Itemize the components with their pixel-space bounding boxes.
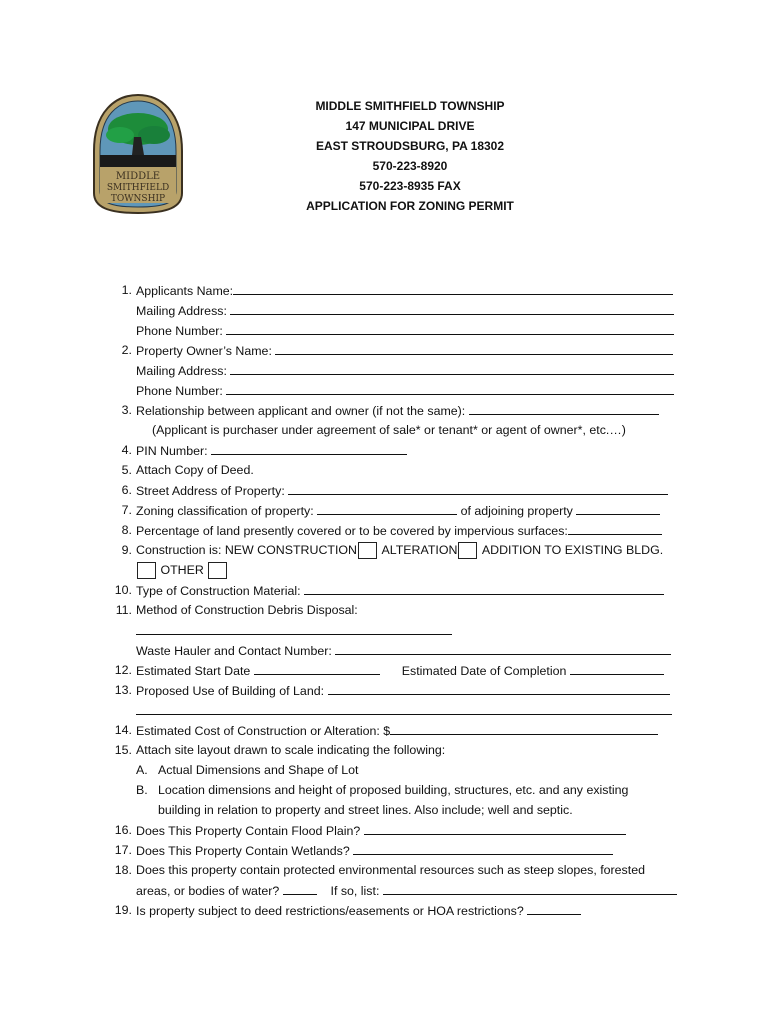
- item-number: 11.: [115, 603, 132, 617]
- label-proposed-use: Proposed Use of Building of Land:: [136, 684, 325, 698]
- label-deed: Attach Copy of Deed.: [136, 463, 254, 477]
- label-phone-number: Phone Number:: [136, 324, 223, 338]
- sub-letter-a: A.: [136, 763, 148, 777]
- deed-restrictions-field[interactable]: [527, 900, 581, 915]
- label-construction-is: Construction is: NEW CONSTRUCTION: [136, 543, 357, 557]
- label-addition: ADDITION TO EXISTING BLDG.: [481, 543, 664, 557]
- form-title: APPLICATION FOR ZONING PERMIT: [306, 199, 514, 213]
- label-owner-name: Property Owner’s Name:: [136, 344, 272, 358]
- label-mailing-address: Mailing Address:: [136, 364, 227, 378]
- label-protected-resources-cont: areas, or bodies of water?: [136, 884, 280, 898]
- relationship-note: (Applicant is purchaser under agreement of sale* or tenant* or agent of owner*, etc.…): [152, 423, 626, 437]
- label-location-dimensions-cont: building in relation to property and street lines. Also include; well and septic.: [158, 803, 573, 817]
- label-deed-restrictions: Is property subject to deed restrictions/easements or HOA restrictions?: [136, 904, 524, 918]
- new-construction-checkbox[interactable]: [358, 542, 377, 559]
- alteration-checkbox[interactable]: [458, 542, 477, 559]
- item-number: 4.: [121, 443, 132, 457]
- applicant-phone-field[interactable]: [226, 320, 674, 335]
- item-number: 10.: [114, 583, 132, 597]
- proposed-use-field-2[interactable]: [136, 700, 672, 715]
- start-date-field[interactable]: [254, 660, 380, 675]
- label-pin: PIN Number:: [136, 444, 208, 458]
- item-number: 7.: [121, 503, 132, 517]
- label-impervious: Percentage of land presently covered or to be covered by impervious surfaces:: [136, 524, 568, 538]
- pin-field[interactable]: [211, 440, 407, 455]
- owner-name-field[interactable]: [275, 340, 673, 355]
- label-material: Type of Construction Material:: [136, 584, 301, 598]
- applicants-name-field[interactable]: [233, 280, 673, 295]
- item-number: 15.: [114, 743, 132, 757]
- debris-method-field[interactable]: [136, 620, 452, 635]
- zoning-field[interactable]: [317, 500, 457, 515]
- label-adjoining: of adjoining property: [460, 504, 573, 518]
- label-completion: Estimated Date of Completion: [401, 664, 567, 678]
- street-address: 147 MUNICIPAL DRIVE: [345, 119, 475, 133]
- material-field[interactable]: [304, 580, 664, 595]
- label-mailing-address: Mailing Address:: [136, 304, 227, 318]
- relationship-field[interactable]: [469, 400, 659, 415]
- label-lot-dimensions: Actual Dimensions and Shape of Lot: [158, 763, 359, 777]
- township-name: MIDDLE SMITHFIELD TOWNSHIP: [315, 99, 505, 113]
- item-number: 17.: [114, 843, 132, 857]
- item-number: 8.: [121, 523, 132, 537]
- phone-number: 570-223-8920: [372, 159, 448, 173]
- owner-phone-field[interactable]: [226, 380, 674, 395]
- applicant-mailing-field[interactable]: [230, 300, 674, 315]
- item-number: 12.: [114, 663, 132, 677]
- label-protected-resources: Does this property contain protected environmental resources such as steep slopes, forested: [136, 863, 645, 877]
- fax-number: 570-223-8935 FAX: [359, 179, 461, 193]
- label-street-address: Street Address of Property:: [136, 484, 285, 498]
- item-number: 3.: [121, 403, 132, 417]
- hauler-field[interactable]: [335, 640, 671, 655]
- label-wetlands: Does This Property Contain Wetlands?: [136, 844, 350, 858]
- label-zoning: Zoning classification of property:: [136, 504, 314, 518]
- label-other: OTHER: [160, 563, 204, 577]
- item-number: 5.: [121, 463, 132, 477]
- adjoining-zoning-field[interactable]: [576, 500, 660, 515]
- label-flood-plain: Does This Property Contain Flood Plain?: [136, 824, 361, 838]
- item-number: 18.: [114, 863, 132, 877]
- item-number: 1.: [121, 283, 132, 297]
- protected-list-field[interactable]: [383, 880, 677, 895]
- item-number: 6.: [121, 483, 132, 497]
- document-header: [260, 96, 560, 216]
- logo-text-top: MIDDLE: [115, 171, 161, 182]
- other-checkbox[interactable]: [208, 562, 227, 579]
- impervious-field[interactable]: [568, 520, 662, 535]
- label-cost: Estimated Cost of Construction or Alteration: $: [136, 724, 391, 738]
- logo-text-mid: SMITHFIELD: [106, 183, 170, 193]
- logo-text-bottom: TOWNSHIP: [110, 194, 166, 204]
- item-number: 2.: [121, 343, 132, 357]
- label-start-date: Estimated Start Date: [136, 664, 251, 678]
- city-state-zip: EAST STROUDSBURG, PA 18302: [315, 139, 505, 153]
- label-phone-number: Phone Number:: [136, 384, 223, 398]
- item-number: 14.: [114, 723, 132, 737]
- label-applicants-name: Applicants Name:: [136, 284, 234, 298]
- township-logo: [88, 93, 188, 215]
- item-number: 13.: [114, 683, 132, 697]
- label-location-dimensions: Location dimensions and height of proposed building, structures, etc. and any existing: [158, 783, 629, 797]
- proposed-use-field[interactable]: [328, 680, 670, 695]
- protected-resources-field[interactable]: [283, 880, 317, 895]
- flood-plain-field[interactable]: [364, 820, 626, 835]
- street-address-field[interactable]: [288, 480, 668, 495]
- label-relationship: Relationship between applicant and owner (if not the same):: [136, 404, 466, 418]
- sub-letter-b: B.: [136, 783, 148, 797]
- cost-field[interactable]: [390, 720, 658, 735]
- wetlands-field[interactable]: [353, 840, 613, 855]
- label-debris: Method of Construction Debris Disposal:: [136, 603, 358, 617]
- item-number: 9.: [121, 543, 132, 557]
- item-number: 16.: [114, 823, 132, 837]
- item-number: 19.: [114, 903, 132, 917]
- other-checkbox-left[interactable]: [137, 562, 156, 579]
- label-alteration: ALTERATION: [381, 543, 458, 557]
- owner-mailing-field[interactable]: [230, 360, 674, 375]
- completion-date-field[interactable]: [570, 660, 664, 675]
- label-if-so-list: If so, list:: [330, 884, 380, 898]
- label-site-layout: Attach site layout drawn to scale indicating the following:: [136, 743, 446, 757]
- label-hauler: Waste Hauler and Contact Number:: [136, 644, 332, 658]
